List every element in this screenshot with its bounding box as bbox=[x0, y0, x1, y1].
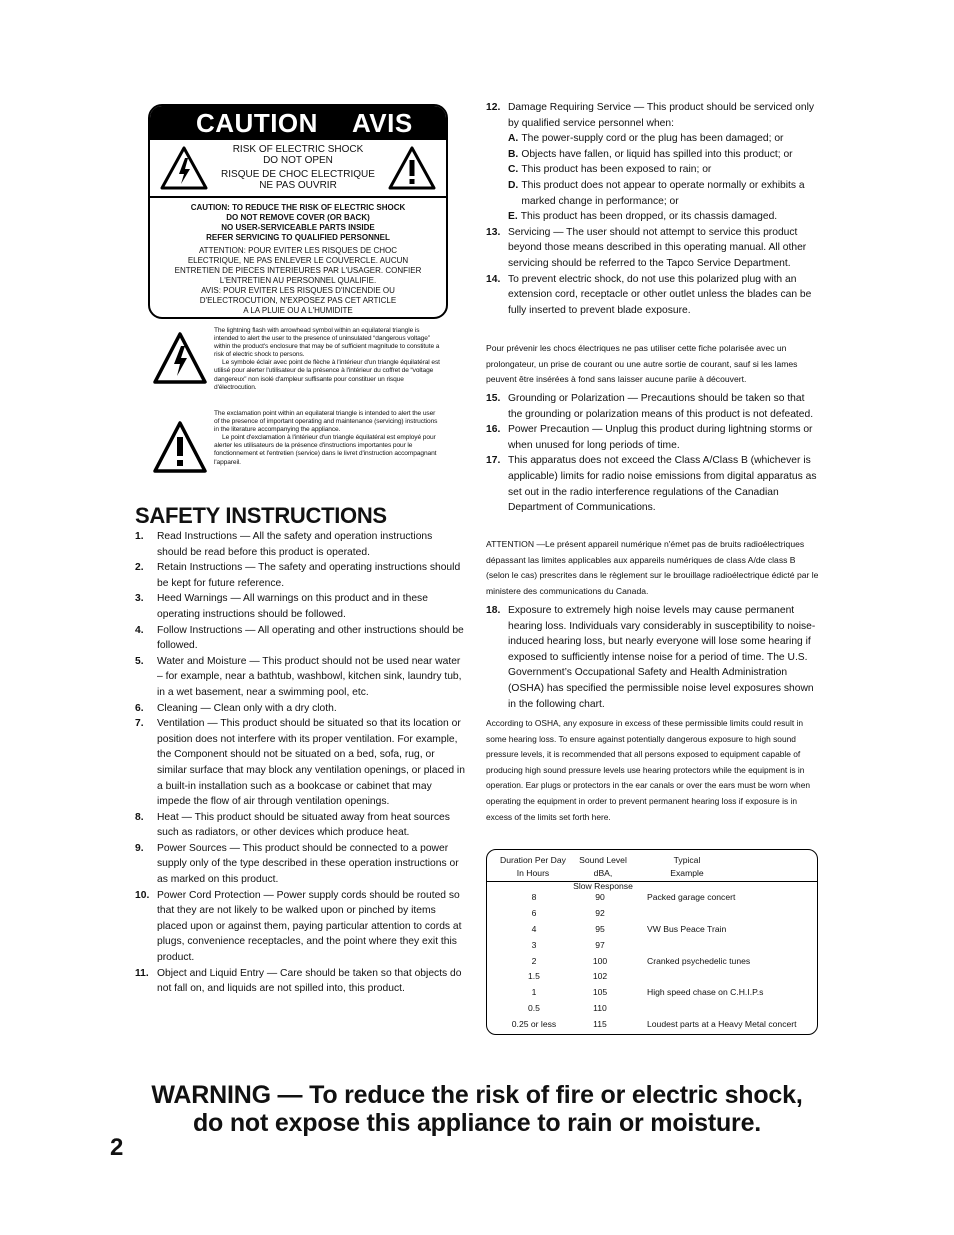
item-number: 2. bbox=[135, 562, 144, 574]
sound-level-cell: 90 bbox=[595, 892, 605, 902]
exclamation-explanation-en: The exclamation point within an equilateral triangle is intended to alert the user of the presence of important operating and maintenance (servicing) instructions in the literature accompanying the appliance. bbox=[214, 410, 438, 434]
list-item bbox=[486, 391, 820, 422]
avis-title: AVIS bbox=[351, 107, 413, 138]
attention-line: D'ELECTROCUTION, N'EXPOSEZ PAS CET ARTICLE bbox=[199, 296, 397, 305]
caution-bold-line: DO NOT REMOVE COVER (OR BACK) bbox=[226, 213, 370, 222]
table-row bbox=[487, 1001, 817, 1017]
example-cell: Packed garage concert bbox=[647, 892, 736, 902]
item-text: Cleaning — Clean only with a dry cloth. bbox=[157, 702, 337, 714]
item-text: Read Instructions — All the safety and operation instructions should be read before this product is operated. bbox=[157, 531, 433, 558]
sound-level-cell: 95 bbox=[595, 923, 605, 934]
sound-level-cell: 97 bbox=[595, 939, 605, 950]
attention-line: A LA PLUIE OU A L'HUMIDITE bbox=[243, 306, 353, 315]
warning-line-2: do not expose this appliance to rain or moisture. bbox=[192, 1109, 762, 1137]
header-sound-line-2: Slow Response bbox=[573, 881, 633, 891]
item-text: This apparatus does not exceed the Class A/Class B (whichever is applicable) limits for radio noise emissions from digital apparatus as set out in the radio interference regulations of the Canadian Department of Communications. bbox=[508, 455, 817, 514]
sound-level-cell: 105 bbox=[592, 987, 608, 998]
item-text: Power Precaution — Unplug this product during lightning storms or when unused for long periods of time. bbox=[508, 424, 813, 451]
safety-list-right-b bbox=[486, 391, 820, 516]
risk-fr-line-1: RISQUE DE CHOC ELECTRIQUE bbox=[221, 169, 375, 180]
osha-noise-table bbox=[486, 849, 818, 1035]
page-number: 2 bbox=[110, 1134, 124, 1161]
sub-item-letter: A. bbox=[508, 133, 519, 145]
item-text: Ventilation — This product should be situated so that its location or position does not interfere with its proper ventilation. For example, the Component should not be situated on a bed, sofa, rug, or similar surface that may block any ventilation openings, or placed in a built-in installation such as a bookcase or cabinet that may impede the flow of air through ventilation openings. bbox=[157, 718, 465, 808]
item-number: 18. bbox=[486, 605, 501, 616]
list-item bbox=[486, 453, 820, 515]
sub-item-text: This product does not appear to operate normally or exhibits a marked change in performance; or bbox=[521, 179, 805, 207]
item-text: Power Cord Protection — Power supply cords should be routed so that they are not likely to be walked upon or pinched by items placed upon or against them, paying particular attention to cords at plugs, convenience receptacles, and the point where they exit this product. bbox=[157, 889, 462, 964]
caution-bold-text bbox=[150, 203, 446, 243]
exclamation-warning-icon bbox=[388, 146, 436, 190]
header-sound-line-1: Sound Level dBA, bbox=[579, 855, 627, 878]
table-row bbox=[487, 890, 817, 906]
sound-level-cell: 110 bbox=[593, 1003, 607, 1014]
attention-line: L'ENTRETIEN AU PERSONNEL QUALIFIE. bbox=[219, 276, 377, 285]
duration-cell: 2 bbox=[531, 955, 537, 966]
sub-list-item bbox=[508, 147, 820, 163]
item-text: Water and Moisture — This product should not be used near water – for example, near a bathtub, washbowl, kitchen sink, laundry tub, in a wet basement, near a swimming pool, etc. bbox=[157, 655, 462, 698]
duration-cell: 8 bbox=[531, 892, 537, 902]
fire-shock-warning bbox=[90, 1081, 864, 1137]
exclamation-triangle-icon bbox=[152, 420, 208, 474]
header-duration-line-2: In Hours bbox=[516, 868, 550, 878]
item-number: 11. bbox=[135, 967, 149, 979]
caution-header bbox=[150, 106, 446, 140]
sound-level-cell: 100 bbox=[592, 955, 608, 966]
header-example bbox=[657, 854, 717, 880]
risk-fr-line-2: NE PAS OUVRIR bbox=[259, 180, 337, 191]
list-items-13-14 bbox=[486, 225, 820, 319]
sub-item-letter: C. bbox=[508, 164, 519, 176]
list-item bbox=[486, 272, 820, 319]
sub-list-item bbox=[508, 131, 820, 147]
list-item bbox=[135, 841, 465, 888]
table-row bbox=[487, 922, 817, 938]
attention-line: ELECTRIQUE, NE PAS ENLEVER LE COUVERCLE. AUCUN bbox=[187, 256, 409, 265]
sub-item-text: This product has been exposed to rain; or bbox=[521, 164, 712, 176]
item-number: 14. bbox=[486, 273, 501, 285]
safety-list-right-c bbox=[486, 603, 820, 712]
sub-item-text: The power-supply cord or the plug has been damaged; or bbox=[521, 133, 784, 145]
sub-list-item bbox=[508, 178, 820, 209]
list-item bbox=[135, 529, 465, 560]
table-row bbox=[487, 938, 817, 954]
item-number: 3. bbox=[135, 593, 144, 605]
risk-fr-block bbox=[218, 169, 378, 191]
table-row bbox=[487, 1017, 817, 1033]
table-row bbox=[487, 985, 817, 1001]
list-item bbox=[135, 810, 465, 841]
item-text: Servicing — The user should not attempt to service this product beyond those means described in this operating manual. All other servicing should be referred to the Tapco Service Department. bbox=[508, 226, 807, 269]
item-sublist bbox=[508, 131, 820, 225]
osha-table-body bbox=[487, 890, 817, 1033]
exclamation-explanation-fr: Le point d'exclamation à l'intérieur d'un triangle équilatéral est employé pour alerter les utilisateurs de la présence d'instructions importantes pour le fonctionnement et l'entretien (service) dans le livret d'instruction accompagnant l'appareil. bbox=[214, 434, 437, 466]
sound-level-cell: 92 bbox=[595, 907, 605, 918]
sub-item-letter: B. bbox=[508, 148, 519, 160]
caution-bold-line: CAUTION: TO REDUCE THE RISK OF ELECTRIC SHOCK bbox=[190, 203, 406, 212]
list-item bbox=[486, 422, 820, 453]
item-text: Grounding or Polarization — Precautions should be taken so that the grounding or polarization means of this product is not defeated. bbox=[508, 393, 814, 420]
lightning-warning-icon bbox=[160, 146, 208, 190]
caution-risk-row bbox=[150, 140, 446, 198]
duration-cell: 0.25 or less bbox=[511, 1019, 557, 1030]
example-cell: Cranked psychedelic tunes bbox=[647, 955, 751, 966]
osha-table-header bbox=[487, 854, 817, 891]
item-text: Damage Requiring Service — This product should be serviced only by qualified service personnel when: bbox=[508, 102, 815, 129]
list-item bbox=[135, 716, 465, 810]
item-number: 1. bbox=[135, 531, 144, 542]
header-sound-level bbox=[571, 854, 635, 893]
item-number: 17. bbox=[486, 455, 501, 467]
risk-text bbox=[218, 144, 378, 191]
french-polarized-plug-note: Pour prévenir les chocs électriques ne pas utiliser cette fiche polarisée avec un prolongateur, un prise de courant ou une autre sortie de courant, sauf si les lames peuvent être insérées à fond sans laisser aucune pariie à découvert. bbox=[486, 343, 798, 385]
item-number: 4. bbox=[135, 624, 144, 636]
duration-cell: 1.5 bbox=[528, 971, 540, 982]
item-number: 8. bbox=[135, 811, 144, 823]
exclamation-symbol-explanation bbox=[152, 410, 442, 480]
example-cell: High speed chase on C.H.I.P.s bbox=[647, 987, 764, 998]
lightning-explanation-en: The lightning flash with arrowhead symbol within an equilateral triangle is intended to alert the user to the presence of uninsulated “dangerous voltage” within the product's enclosure that may be of sufficient magnitude to constitute a risk of electric shock to persons. bbox=[214, 327, 440, 359]
example-cell: VW Bus Peace Train bbox=[647, 923, 727, 934]
table-row bbox=[487, 906, 817, 922]
list-item bbox=[135, 591, 465, 622]
header-example-line-2: Example bbox=[670, 868, 704, 878]
caution-bold-line: NO USER-SERVICEABLE PARTS INSIDE bbox=[221, 223, 375, 232]
item-number: 7. bbox=[135, 718, 144, 730]
sub-item-text: This product has been dropped, or its chassis damaged. bbox=[520, 211, 778, 223]
list-item bbox=[135, 701, 465, 717]
sub-item-text: Objects have fallen, or liquid has spilled into this product; or bbox=[521, 148, 793, 160]
item-text: Heat — This product should be situated away from heat sources such as radiators, or other devices which produce heat. bbox=[157, 811, 450, 839]
duration-cell: 3 bbox=[531, 939, 537, 950]
caution-bold-line: REFER SERVICING TO QUALIFIED PERSONNEL bbox=[206, 233, 390, 242]
caution-label-box bbox=[148, 104, 448, 319]
duration-cell: 0.5 bbox=[528, 1003, 540, 1014]
header-duration-line-1: Duration Per Day bbox=[500, 855, 566, 865]
item-body bbox=[508, 100, 820, 225]
caution-title: CAUTION bbox=[196, 107, 318, 138]
item-number: 9. bbox=[135, 842, 144, 854]
safety-instructions-heading: SAFETY INSTRUCTIONS bbox=[135, 503, 387, 528]
item-text: Follow Instructions — All operating and other instructions should be followed. bbox=[157, 624, 464, 652]
lightning-triangle-icon bbox=[152, 331, 208, 385]
item-number: 13. bbox=[486, 226, 501, 238]
safety-list-right-a bbox=[486, 100, 820, 318]
warning-line-1: WARNING — To reduce the risk of fire or electric shock, bbox=[151, 1081, 803, 1109]
list-item bbox=[135, 560, 465, 591]
header-duration bbox=[499, 854, 567, 880]
attention-line: AVIS: POUR EVITER LES RISQUES D'INCENDIE OU bbox=[201, 286, 395, 295]
safety-list-left bbox=[135, 529, 465, 997]
list-item bbox=[135, 966, 465, 997]
sound-level-cell: 102 bbox=[592, 971, 608, 982]
item-text: Retain Instructions — The safety and operating instructions should be kept for future reference. bbox=[157, 562, 461, 589]
duration-cell: 4 bbox=[531, 923, 537, 934]
list-item bbox=[135, 888, 465, 966]
duration-cell: 1 bbox=[531, 987, 537, 998]
list-item bbox=[135, 654, 465, 701]
lightning-explanation-fr: Le symbole éclair avec point de flèche à l'intérieur d'un triangle équilatéral est utilisé pour alerter l'utilisateur de la présence à l'intérieur du coffret de “voltage dangereux” non isolé d'ampleur suffisante pour constituer un risque d'électrocution. bbox=[214, 359, 440, 391]
item-text: Exposure to extremely high noise levels may cause permanent hearing loss. Individuals vary considerably in susceptibility to noise-induced hearing loss, but nearly everyone will lose some hearing if exposed to sufficiently intense noise for a period of time. The U.S. Government’s Occupational Safety and Health Administration (OSHA) has specified the permissible noise level exposures shown in the following chart. bbox=[508, 605, 816, 710]
sound-level-cell: 115 bbox=[593, 1019, 607, 1030]
list-item bbox=[486, 225, 820, 272]
item-text: Heed Warnings — All warnings on this product and in these operating instructions should be followed. bbox=[157, 593, 428, 620]
list-item bbox=[486, 603, 820, 712]
osha-paragraph: According to OSHA, any exposure in excess of these permissible limits could result in some hearing loss. To ensure against potentially dangerous exposure to high sound pressure levels, it is recommended that all persons exposed to equipment capable of producing high sound pressure levels use hearing protectors while the equipment is in operation. Ear plugs or protectors in the ear canals or over the ears must be worn when operating the equipment in order to prevent permanent hearing loss if exposure is in excess of the limits set forth here. bbox=[486, 718, 811, 822]
item-number: 6. bbox=[135, 702, 144, 714]
risk-en-line-2: DO NOT OPEN bbox=[263, 155, 333, 166]
list-item bbox=[135, 623, 465, 654]
french-radio-interference-note: ATTENTION —Le présent appareil numérique n'émet pas de bruits radioélectriques dépassant las limites applicables aux appareils numériques de class A/de class B (selon le cas) prescrites dans le règlement sur le brouillage radioélectrique édicté par le ministere des communications du Canada. bbox=[486, 539, 819, 596]
attention-line: ENTRETIEN DE PIECES INTERIEURES PAR L'USAGER. CONFIER bbox=[174, 266, 422, 275]
caution-attention-fr bbox=[150, 246, 446, 316]
sub-list-item bbox=[508, 162, 820, 178]
duration-cell: 6 bbox=[531, 907, 537, 918]
table-row bbox=[487, 954, 817, 970]
sub-list-item bbox=[508, 209, 820, 225]
item-number: 15. bbox=[486, 393, 501, 404]
attention-line: ATTENTION: POUR EVITER LES RISQUES DE CHOC bbox=[198, 246, 398, 255]
example-cell: Loudest parts at a Heavy Metal concert bbox=[647, 1019, 797, 1030]
risk-en-line-1: RISK OF ELECTRIC SHOCK bbox=[232, 144, 364, 155]
item-number: 16. bbox=[486, 424, 501, 436]
item-text: Object and Liquid Entry — Care should be taken so that objects do not fall on, and liquids are not spilled into, this product. bbox=[157, 967, 462, 995]
item-number: 12. bbox=[486, 102, 501, 113]
header-example-line-1: Typical bbox=[673, 855, 701, 865]
table-row bbox=[487, 969, 817, 985]
item-text: To prevent electric shock, do not use this polarized plug with an extension cord, receptacle or other outlet unless the blades can be fully inserted to prevent blade exposure. bbox=[508, 273, 812, 316]
exclamation-explanation-text bbox=[214, 410, 442, 467]
item-number: 5. bbox=[135, 655, 144, 667]
item-number: 10. bbox=[135, 889, 150, 901]
item-text: Power Sources — This product should be connected to a power supply only of the type described in these operation instructions or as marked on this product. bbox=[157, 842, 459, 886]
list-item bbox=[486, 100, 820, 225]
lightning-explanation-text bbox=[214, 327, 442, 392]
sub-item-letter: E. bbox=[508, 211, 518, 223]
sub-item-letter: D. bbox=[508, 179, 519, 191]
lightning-symbol-explanation bbox=[152, 327, 442, 403]
